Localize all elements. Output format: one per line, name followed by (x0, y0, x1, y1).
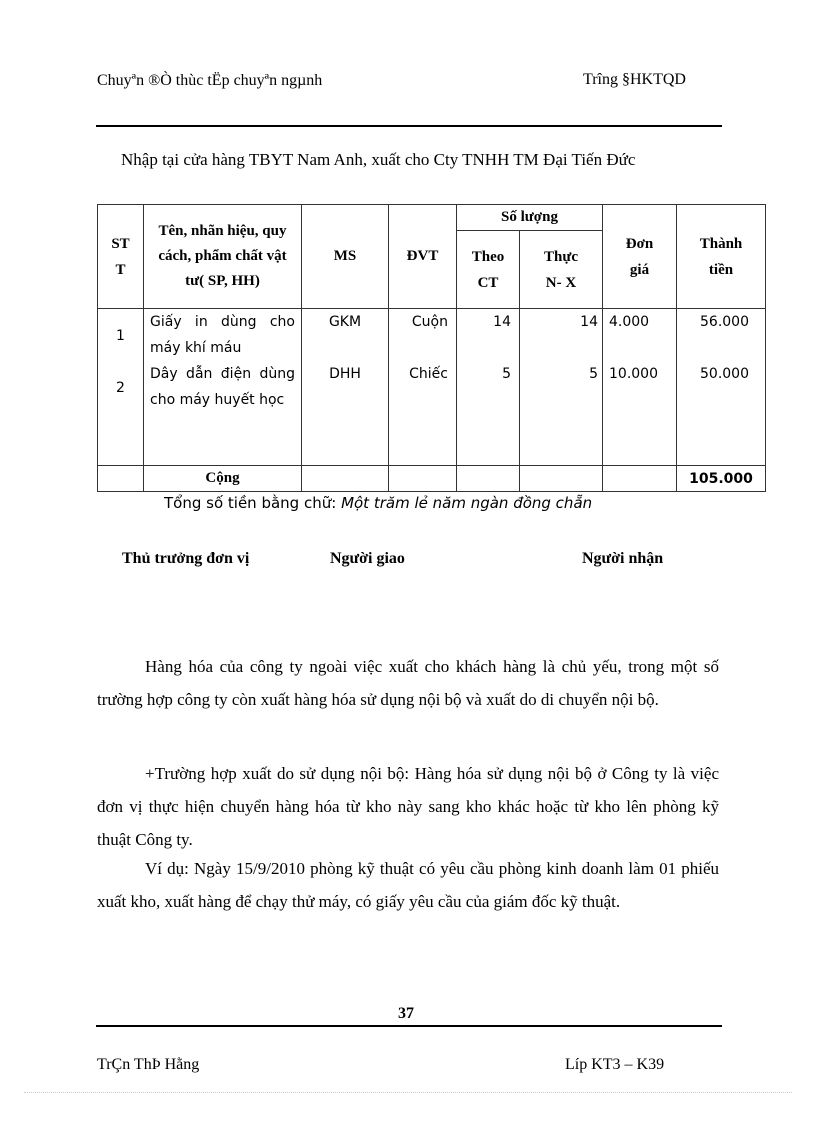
theo-ct-cell (457, 309, 520, 466)
signature-receiver: Người nhận (582, 550, 664, 567)
dvt-1: Cuộn (411, 314, 448, 330)
thuc-nx-cell (520, 309, 603, 466)
paragraph-3: Ví dụ: Ngày 15/9/2010 phòng kỹ thuật có yêu cầu phòng kinh doanh làm 01 phiếu xuất kho, xuất hàng để chạy thử máy, có giấy yêu cầu của giám đốc kỹ thuật. (97, 859, 719, 911)
ms-2: DHH (329, 366, 361, 382)
inventory-table (97, 204, 766, 492)
table-body-row (98, 309, 766, 466)
dvt-2: Chiếc (409, 366, 448, 382)
amount-1: 56.000 (700, 314, 749, 330)
total-label: Cộng (144, 466, 302, 492)
item-name-1: Giấy in dùng cho máy khí máu (150, 314, 295, 356)
thuc-nx-2: 5 (589, 366, 598, 382)
stt-2: 2 (116, 380, 125, 396)
running-header-right: Trîng §HKTQD (583, 71, 686, 88)
unit-price-1: 4.000 (609, 314, 650, 330)
amount-in-words (164, 494, 592, 512)
stt-1: 1 (116, 328, 125, 344)
header-thuc-nx: Thực N- X (520, 231, 603, 309)
page-number: 37 (398, 1005, 414, 1022)
unit-price-2: 10.000 (609, 366, 658, 382)
thuc-nx-1: 14 (580, 314, 598, 330)
footer-left: TrÇn ThÞ Hằng (97, 1056, 200, 1073)
footer-right: Líp KT3 – K39 (565, 1056, 665, 1073)
dvt-cell (389, 309, 457, 466)
amount-words-label: Tổng số tiền bằng chữ: (164, 494, 337, 512)
document-title: Nhập tại cửa hàng TBYT Nam Anh, xuất cho Cty TNHH TM Đại Tiến Đức (121, 150, 636, 169)
signature-head-of-unit: Thủ trưởng đơn vị (122, 550, 250, 567)
ms-cell (302, 309, 389, 466)
header-unit-price: Đơn giá (603, 205, 677, 309)
footer-rule (96, 1025, 722, 1027)
amount-words-value: Một trăm lẻ năm ngàn đồng chẵn (341, 494, 593, 512)
signature-deliverer: Người giao (330, 550, 405, 567)
header-stt: ST T (98, 205, 144, 309)
header-rule (96, 125, 722, 127)
stt-cell (98, 309, 144, 466)
unit-price-cell (603, 309, 677, 466)
header-amount: Thành tiền (677, 205, 766, 309)
header-name: Tên, nhãn hiệu, quy cách, phẩm chất vật tư( SP, HH) (144, 205, 302, 309)
header-ms: MS (302, 205, 389, 309)
header-dvt: ĐVT (389, 205, 457, 309)
paragraph-1: Hàng hóa của công ty ngoài việc xuất cho khách hàng là chủ yếu, trong một số trường hợp công ty còn xuất hàng hóa sử dụng nội bộ và xuất do di chuyển nội bộ. (97, 657, 719, 709)
header-quantity-group: Số lượng (457, 205, 603, 231)
page-edge-divider (24, 1092, 792, 1093)
theo-ct-1: 14 (493, 314, 511, 330)
paragraph-2: +Trường hợp xuất do sử dụng nội bộ: Hàng hóa sử dụng nội bộ ở Công ty là việc đơn vị thực hiện chuyển hàng hóa từ kho này sang kho khác hoặc từ kho lên phòng kỹ thuật Công ty. (97, 764, 719, 849)
theo-ct-2: 5 (502, 366, 511, 382)
ms-1: GKM (328, 314, 362, 330)
total-row (98, 466, 766, 492)
amount-2: 50.000 (700, 366, 749, 382)
total-value: 105.000 (677, 466, 766, 492)
item-name-cell (144, 309, 302, 466)
running-header-left: Chuyªn ®Ò thùc tËp chuyªn ngµnh (97, 72, 323, 89)
header-theo-ct: Theo CT (457, 231, 520, 309)
amount-cell (677, 309, 766, 466)
item-name-2: Dây dẫn điện dùng cho máy huyết học (150, 366, 295, 408)
